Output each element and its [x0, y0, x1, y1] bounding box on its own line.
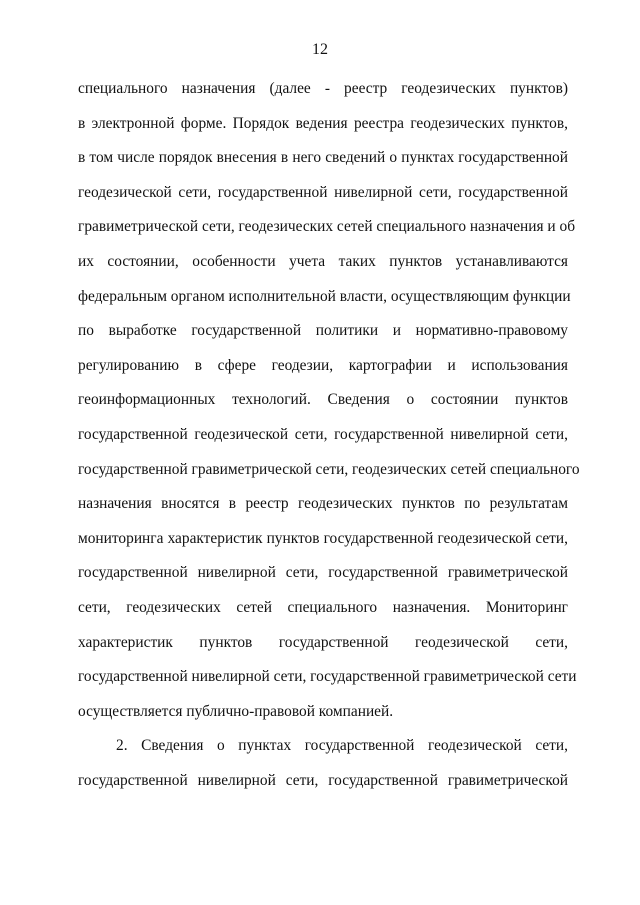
text-line: гравиметрической сети, геодезических сетей специального назначения и об	[78, 218, 576, 236]
text-line: осуществляется публично-правовой компанией.	[78, 702, 394, 720]
text-line: государственной геодезической сети, государственной нивелирной сети,	[78, 425, 568, 443]
paragraph-1	[78, 79, 580, 736]
text-line: по выработке государственной политики и нормативно-правовому	[78, 322, 568, 340]
text-line: в электронной форме. Порядок ведения реестра геодезических пунктов,	[78, 114, 568, 132]
page-number: 12	[312, 41, 328, 58]
text-line: специального назначения (далее - реестр геодезических пунктов)	[78, 80, 568, 97]
text-line: государственной нивелирной сети, государственной гравиметрической	[78, 771, 568, 789]
text-line: государственной гравиметрической сети, геодезических сетей специального	[78, 460, 580, 478]
text-line: федеральным органом исполнительной власти, осуществляющим функции	[78, 287, 571, 305]
text-line: характеристик пунктов государственной геодезической сети,	[78, 633, 568, 651]
text-line: мониторинга характеристик пунктов государственной геодезической сети,	[78, 529, 568, 547]
text-line: геодезической сети, государственной нивелирной сети, государственной	[78, 183, 568, 201]
text-line: геоинформационных технологий. Сведения о состоянии пунктов	[78, 391, 568, 409]
text-line: государственной нивелирной сети, государственной гравиметрической	[78, 564, 568, 582]
text-line: государственной нивелирной сети, государственной гравиметрической сети	[78, 668, 577, 686]
document-body	[78, 79, 580, 805]
paragraph-2	[78, 736, 568, 805]
text-line: регулированию в сфере геодезии, картографии и использования	[78, 356, 568, 374]
text-line: 2. Сведения о пунктах государственной геодезической сети,	[116, 737, 568, 755]
text-line: сети, геодезических сетей специального назначения. Мониторинг	[78, 598, 568, 616]
text-line: в том числе порядок внесения в него сведений о пунктах государственной	[78, 149, 568, 167]
text-line: их состоянии, особенности учета таких пунктов устанавливаются	[78, 252, 568, 270]
text-line: назначения вносятся в реестр геодезических пунктов по результатам	[78, 495, 568, 513]
